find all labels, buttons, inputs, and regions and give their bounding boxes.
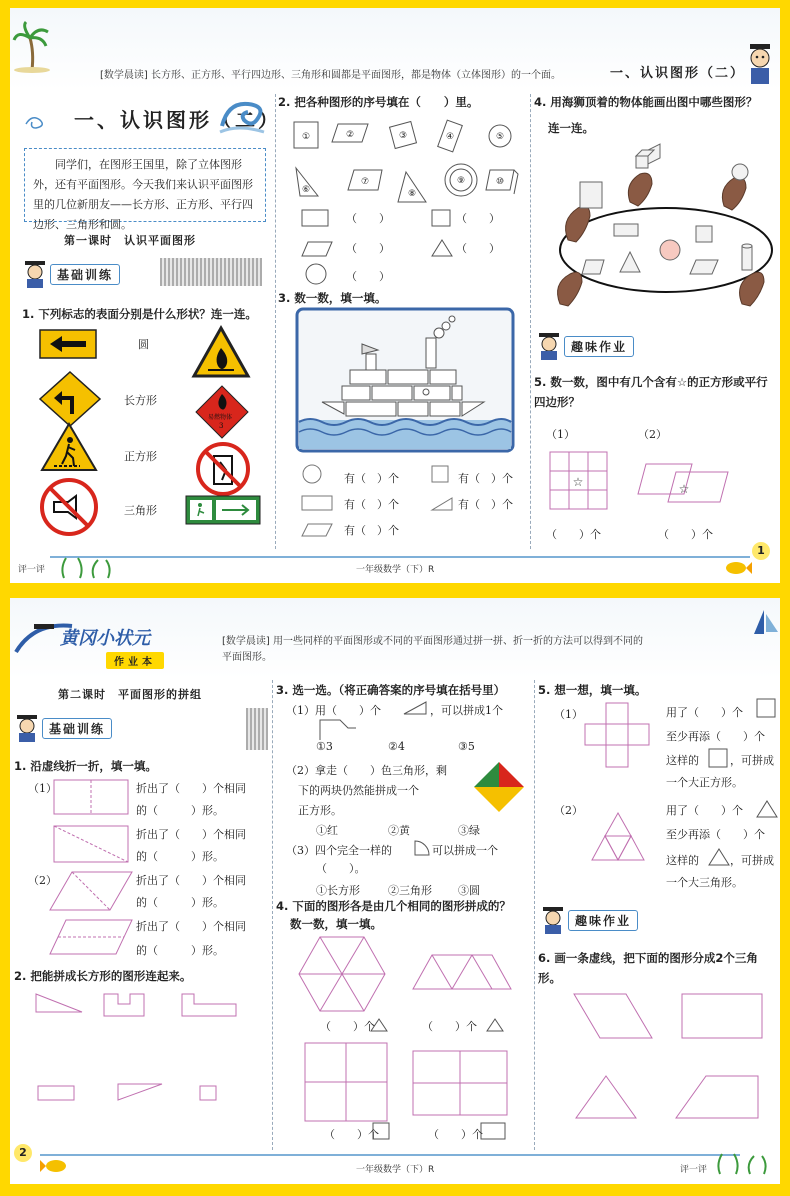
answer-blank[interactable]: （ ） <box>346 242 390 255</box>
intro-box: 同学们，在图形王国里，除了立体图形外，还有平面图形。今天我们来认识平面图形里的几位新朋友——长方形、正方形、平行四边形、三角形和圆。 <box>24 148 266 222</box>
count-blank[interactable]: （ ）个 <box>320 1020 375 1033</box>
brand-logo: 黄冈小状元 <box>60 628 150 649</box>
turn-left-sign-icon <box>40 372 100 426</box>
svg-text:☆: ☆ <box>678 482 690 496</box>
trapezoid-triangles-figure <box>412 954 512 990</box>
cross-squares-figure <box>584 702 650 768</box>
no-climbing-sign-icon <box>196 442 250 496</box>
count-blank[interactable]: 有（ ）个 <box>458 498 513 511</box>
q5-text: ，可拼成 <box>730 754 774 767</box>
q5-text: 这样的 <box>666 854 699 867</box>
count-blank[interactable]: （ ）个 <box>658 528 713 541</box>
morning-reading-cont: 平面图形。 <box>222 652 272 663</box>
section-fun-homework <box>536 334 634 358</box>
lesson-title: 第二课时 平面图形的拼组 <box>58 688 202 701</box>
q3-1-text: ，可以拼成1个 <box>430 704 503 717</box>
q2-number: ③ <box>398 131 408 141</box>
add-blank[interactable]: 至少再添（ ）个 <box>666 828 765 841</box>
choice[interactable]: ②三角形 <box>388 884 432 897</box>
q5-text: 一个大正方形。 <box>666 776 743 789</box>
palm-tree-icon <box>12 22 52 72</box>
quarter-circle-icon <box>414 840 430 856</box>
section-label: 趣味作业 <box>564 336 634 357</box>
q3-3-text: （3）四个完全一样的 <box>286 844 392 857</box>
seaweed-icon <box>58 556 118 580</box>
q5-text: ，可拼成 <box>730 854 774 867</box>
fold-figure-rect-vertical <box>54 780 130 816</box>
workbook-page-1 <box>10 8 780 583</box>
fold-figure-rect-diagonal <box>54 826 130 864</box>
triangle-stack-figure <box>590 812 646 862</box>
sailboat-icon <box>750 608 780 638</box>
mascot-icon <box>22 260 48 288</box>
item-label: （2） <box>28 874 57 887</box>
q3-2-text: 下的两块仍然能拼成一个 <box>298 784 419 797</box>
large-rect-figure <box>412 1050 508 1116</box>
star-grid-figure <box>550 452 608 510</box>
q3-2-text: （2）拿走（ ）色三角形，剩 <box>286 764 447 777</box>
question-3: 3. 数一数，填一填。 <box>278 291 387 305</box>
section-label: 基础训练 <box>42 718 112 739</box>
q6-shapes-figure <box>572 992 772 1120</box>
footer-subject: 一年级数学（下）R <box>356 565 435 575</box>
item-label: （1） <box>554 708 583 721</box>
mascot-icon <box>540 906 566 934</box>
qr-code-image <box>246 708 268 750</box>
q2-number: ④ <box>445 132 455 142</box>
star-parallelogram-figure <box>638 464 730 502</box>
section-basic-training <box>14 716 112 740</box>
q3-3-text[interactable]: （ ）。 <box>316 862 366 875</box>
triangle-icon <box>486 1018 504 1032</box>
swirl-decoration-icon <box>24 112 50 134</box>
used-blank[interactable]: 用了（ ）个 <box>666 804 743 817</box>
question-6: 6. 画一条虚线，把下面的图形分成2个三角形。 <box>538 951 758 985</box>
shape-blank[interactable]: 的（ ）形。 <box>136 944 224 957</box>
lesson-title: 第一课时 认识平面图形 <box>64 234 196 247</box>
left-arrow-sign-icon <box>40 330 96 358</box>
svg-text:☆: ☆ <box>572 475 584 489</box>
qr-code-image <box>160 258 262 286</box>
choice[interactable]: ③圆 <box>458 884 480 897</box>
footer-review: 评一评 <box>680 1165 708 1175</box>
question-5: 5. 数一数，图中有几个含有☆的正方形或平行四边形？ <box>534 375 768 409</box>
question-4: 4. 用海狮顶着的物体能画出图中哪些图形？ <box>534 95 758 109</box>
count-blank[interactable]: （ ）个 <box>422 1020 477 1033</box>
morning-reading: [数学晨读] 用一些同样的平面图形或不同的平面图形通过拼一拼、折一折的方法可以得到不同的 <box>222 636 643 647</box>
answer-blank[interactable]: （ ） <box>346 270 390 283</box>
puzzle-pieces-figure <box>34 992 234 1110</box>
answer-blank[interactable]: （ ） <box>456 212 500 225</box>
column-divider <box>534 680 535 1150</box>
q2-number: ⑨ <box>456 176 466 186</box>
q2-number: ⑩ <box>495 177 505 187</box>
option-label: （1） <box>546 428 575 441</box>
hexagon-figure <box>298 936 386 1012</box>
q2-number: ② <box>345 130 355 140</box>
question-5: 5. 想一想，填一填。 <box>538 683 647 697</box>
no-horn-sign-icon <box>40 478 98 536</box>
fold-figure-parallelogram-horizontal <box>50 920 134 956</box>
fish-icon <box>40 1158 70 1174</box>
add-blank[interactable]: 至少再添（ ）个 <box>666 730 765 743</box>
question-1: 1. 下列标志的表面分别是什么形状？连一连。 <box>22 307 257 321</box>
page-number: 2 <box>14 1144 32 1162</box>
fold-blank[interactable]: 折出了（ ）个相同 <box>136 828 246 841</box>
small-square-icon <box>708 748 728 768</box>
count-blank[interactable]: 有（ ）个 <box>344 498 399 511</box>
q3-2-text: 正方形。 <box>298 804 342 817</box>
choice[interactable]: ③绿 <box>458 824 480 837</box>
footer-subject: 一年级数学（下）R <box>356 1165 435 1175</box>
fold-blank[interactable]: 折出了（ ）个相同 <box>136 782 246 795</box>
shape-word: 三角形 <box>124 504 157 517</box>
q2-number: ⑧ <box>407 189 417 199</box>
wave-decoration-icon <box>218 96 268 136</box>
used-blank[interactable]: 用了（ ）个 <box>666 706 743 719</box>
q5-text: 这样的 <box>666 754 699 767</box>
q2-number: ⑦ <box>360 177 370 187</box>
question-3: 3. 选一选。（将正确答案的序号填在括号里） <box>276 683 506 697</box>
item-label: （2） <box>554 804 583 817</box>
workbook-page-2 <box>10 598 780 1184</box>
flammable-warning-sign-icon <box>192 326 250 378</box>
small-square-icon <box>756 698 776 718</box>
section-label: 基础训练 <box>50 264 120 285</box>
brand-sub-logo: 作业本 <box>106 652 164 669</box>
fold-figure-parallelogram-diagonal <box>50 872 134 912</box>
option-label: （2） <box>638 428 667 441</box>
count-blank[interactable]: （ ）个 <box>324 1128 379 1141</box>
section-label: 趣味作业 <box>568 910 638 931</box>
q3-3-text: 可以拼成一个 <box>432 844 498 857</box>
triangle-icon <box>370 1018 388 1032</box>
q2-number: ⑥ <box>301 185 311 195</box>
choice[interactable]: ①长方形 <box>316 884 360 897</box>
sign-number: 3 <box>219 422 224 430</box>
question-2: 2. 把各种图形的序号填在（ ）里。 <box>278 95 479 109</box>
question-1: 1. 沿虚线折一折，填一填。 <box>14 759 157 773</box>
small-triangle-icon <box>404 702 428 716</box>
mascot-icon <box>14 714 40 742</box>
shape-word: 圆 <box>138 338 149 351</box>
question-4: 4. 下面的图形各是由几个相同的图形拼成的？ <box>276 899 511 913</box>
count-blank[interactable]: 有（ ）个 <box>344 524 399 537</box>
count-blank[interactable]: 有（ ）个 <box>344 472 399 485</box>
q5-text: 一个大三角形。 <box>666 876 743 889</box>
column-divider <box>530 94 531 549</box>
choice[interactable]: ②4 <box>388 740 405 753</box>
item-label: （1） <box>28 782 57 795</box>
fold-blank[interactable]: 折出了（ ）个相同 <box>136 920 246 933</box>
small-square-icon <box>372 1122 390 1140</box>
sea-lions-picture <box>540 142 778 306</box>
fold-blank[interactable]: 折出了（ ）个相同 <box>136 874 246 887</box>
footer-review: 评一评 <box>18 565 46 575</box>
q2-number: ⑤ <box>495 132 505 142</box>
pedestrian-crossing-sign-icon <box>40 422 98 472</box>
footer-line <box>50 556 750 558</box>
fish-icon <box>722 560 752 576</box>
seaweed-icon <box>714 1152 774 1176</box>
question-4-line: 连一连。 <box>548 121 594 135</box>
triangle-icon <box>708 848 730 866</box>
large-square-figure <box>304 1042 388 1122</box>
triangle-icon <box>756 800 778 818</box>
sign-text: 易燃物体 <box>208 414 233 421</box>
section-basic-training <box>22 262 120 286</box>
target-shape-icon <box>318 718 358 742</box>
footer-line <box>40 1154 740 1156</box>
mascot-icon <box>536 332 562 360</box>
choice[interactable]: ①红 <box>316 824 338 837</box>
shape-blank[interactable]: 的（ ）形。 <box>136 896 224 909</box>
count-blank[interactable]: （ ）个 <box>428 1128 483 1141</box>
morning-reading: [数学晨读] 长方形、正方形、平行四边形、三角形和圆都是平面图形，都是物体（立体图形）的一个面。 <box>100 70 561 81</box>
mascot-icon <box>745 42 775 88</box>
choice[interactable]: ②黄 <box>388 824 410 837</box>
page-number: 1 <box>752 542 770 560</box>
shape-word: 正方形 <box>124 450 157 463</box>
colored-triangles-square <box>474 762 524 812</box>
choice[interactable]: ③5 <box>458 740 475 753</box>
ship-picture <box>296 308 514 452</box>
choice[interactable]: ①3 <box>316 740 333 753</box>
question-2: 2. 把能拼成长方形的图形连起来。 <box>14 969 192 983</box>
answer-blank[interactable]: （ ） <box>456 242 500 255</box>
q3-1-text: （1）用（ ）个 <box>286 704 381 717</box>
page-title: 一、认识图形（二） <box>74 108 281 132</box>
count-blank[interactable]: 有（ ）个 <box>458 472 513 485</box>
shape-word: 长方形 <box>124 394 157 407</box>
shape-blank[interactable]: 的（ ）形。 <box>136 804 224 817</box>
count-blank[interactable]: （ ）个 <box>546 528 601 541</box>
q2-number: ① <box>301 132 311 142</box>
column-divider <box>272 680 273 1150</box>
header-title: 一、认识图形（二） <box>610 66 746 81</box>
answer-blank[interactable]: （ ） <box>346 212 390 225</box>
section-fun-homework <box>540 908 638 932</box>
emergency-exit-sign-icon <box>186 496 260 524</box>
question-4-line: 数一数，填一填。 <box>290 917 382 931</box>
small-rect-icon <box>480 1122 506 1140</box>
shape-blank[interactable]: 的（ ）形。 <box>136 850 224 863</box>
column-divider <box>275 94 276 549</box>
